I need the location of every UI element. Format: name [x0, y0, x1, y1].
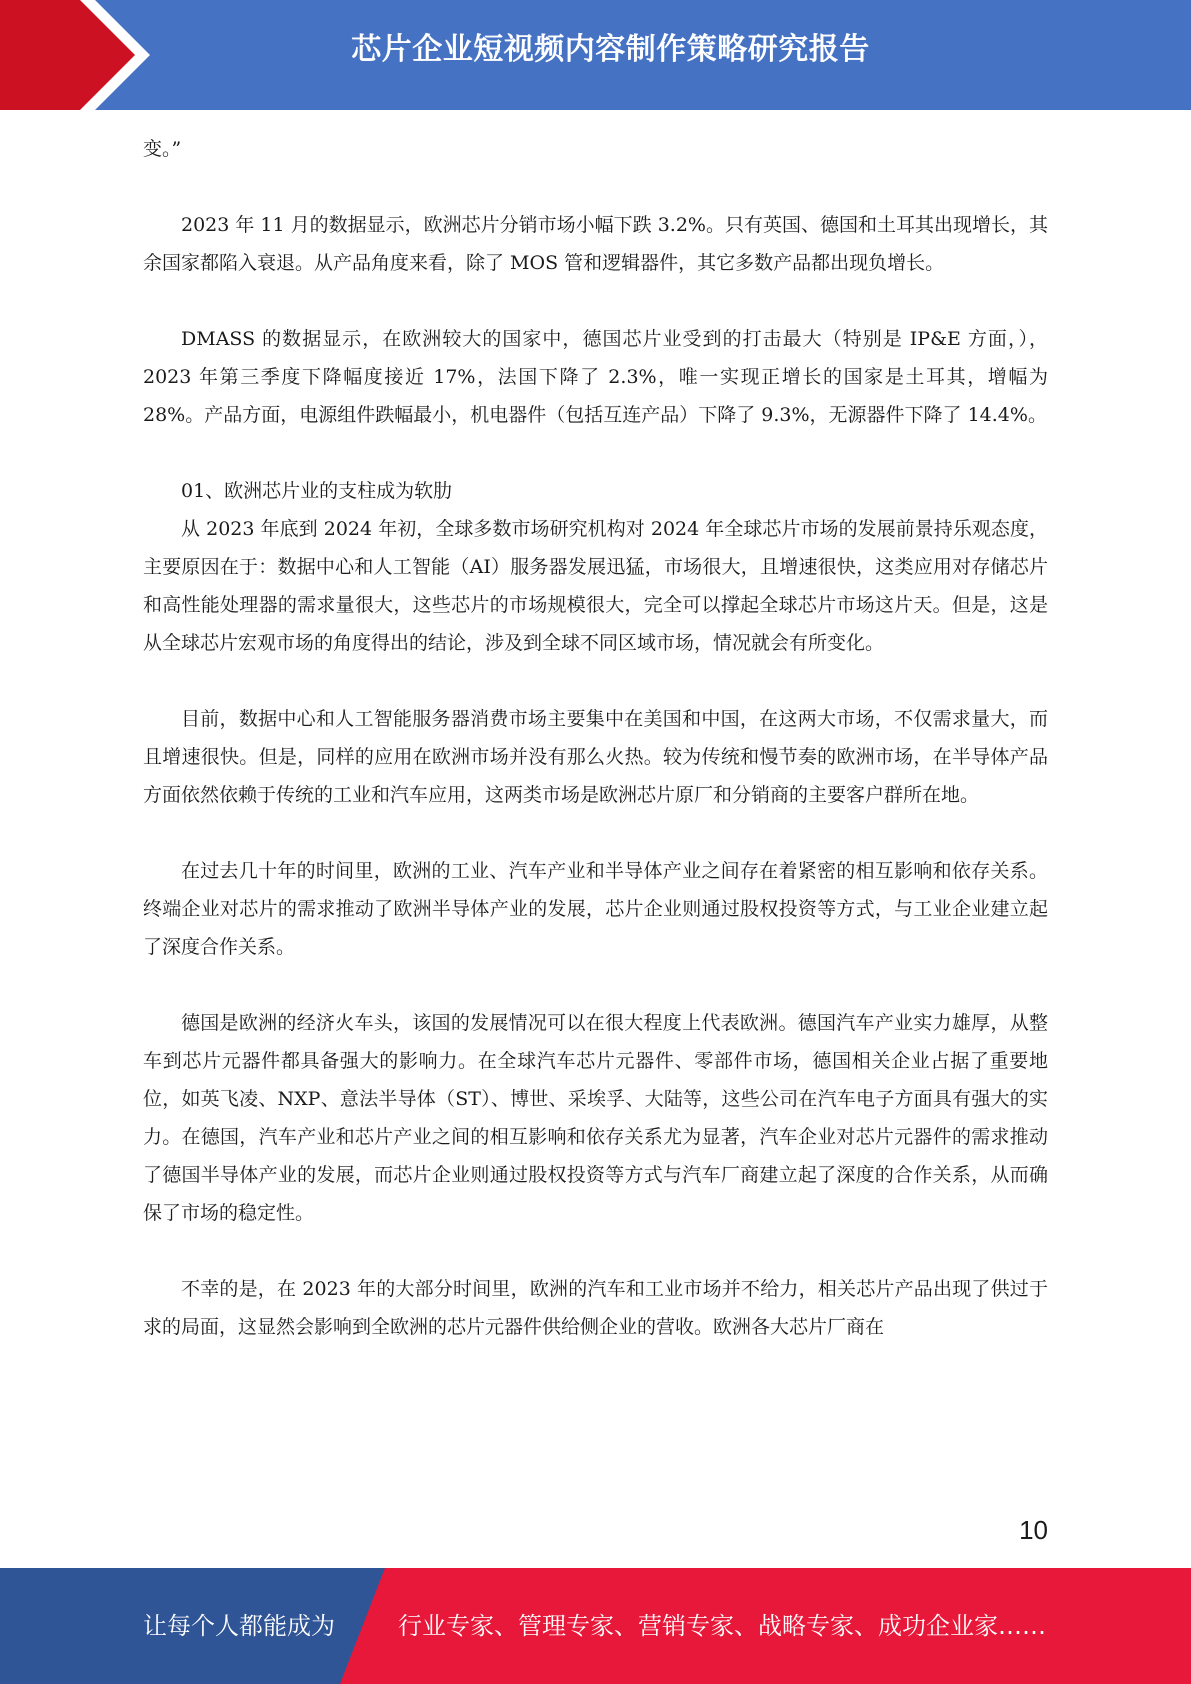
footer-slogan-right: 行业专家、管理专家、营销专家、战略专家、成功企业家…… [398, 1612, 1046, 1640]
body-paragraph: 2023 年 11 月的数据显示，欧洲芯片分销市场小幅下跌 3.2%。只有英国、德国和土耳其出现增长，其余国家都陷入衰退。从产品角度来看，除了 MOS 管和逻辑器件，其它多数产品都出现负增长。 [143, 214, 1048, 274]
body-paragraph: 不幸的是，在 2023 年的大部分时间里，欧洲的汽车和工业市场并不给力，相关芯片产品出现了供过于求的局面，这显然会影响到全欧洲的芯片元器件供给侧企业的营收。欧洲各大芯片厂商在 [143, 1278, 1048, 1338]
section-heading: 01、欧洲芯片业的支柱成为软肋 [181, 480, 453, 502]
body-paragraph: 德国是欧洲的经济火车头，该国的发展情况可以在很大程度上代表欧洲。德国汽车产业实力雄厚，从整车到芯片元器件都具备强大的影响力。在全球汽车芯片元器件、零部件市场，德国相关企业占据了重要地位，如英飞凌、NXP、意法半导体（ST）、博世、采埃孚、大陆等，这些公司在汽车电子方面具有强大的实力。在德国，汽车产业和芯片产业之间的相互影响和依存关系尤为显著，汽车企业对芯片元器件的需求推动了德国半导体产业的发展，而芯片企业则通过股权投资等方式与汽车厂商建立起了深度的合作关系，从而确保了市场的稳定性。 [143, 1012, 1048, 1224]
page-number: 10 [1019, 1515, 1048, 1545]
page-header [0, 0, 1191, 110]
body-paragraph: 从 2023 年底到 2024 年初，全球多数市场研究机构对 2024 年全球芯片市场的发展前景持乐观态度，主要原因在于：数据中心和人工智能（AI）服务器发展迅猛，市场很大，且增速很快，这类应用对存储芯片和高性能处理器的需求量很大，这些芯片的市场规模很大，完全可以撑起全球芯片市场这片天。但是，这是从全球芯片宏观市场的角度得出的结论，涉及到全球不同区域市场，情况就会有所变化。 [143, 518, 1048, 654]
body-paragraph: DMASS 的数据显示，在欧洲较大的国家中，德国芯片业受到的打击最大（特别是 IP&E 方面，），2023 年第三季度下降幅度接近 17%，法国下降了 2.3%，唯一实现正增长的国家是土耳其，增幅为 28%。产品方面，电源组件跌幅最小，机电器件（包括互连产品）下降了 9.3%，无源器件下降了 14.4%。 [143, 328, 1048, 426]
body-paragraph: 在过去几十年的时间里，欧洲的工业、汽车产业和半导体产业之间存在着紧密的相互影响和依存关系。终端企业对芯片的需求推动了欧洲半导体产业的发展，芯片企业则通过股权投资等方式，与工业企业建立起了深度合作关系。 [143, 860, 1048, 958]
body-paragraph: 变。” [143, 138, 182, 160]
page-footer [0, 1568, 1191, 1684]
document-body [143, 130, 1048, 1346]
footer-slogan-left: 让每个人都能成为 [143, 1612, 335, 1640]
body-paragraph: 目前，数据中心和人工智能服务器消费市场主要集中在美国和中国，在这两大市场，不仅需求量大，而且增速很快。但是，同样的应用在欧洲市场并没有那么火热。较为传统和慢节奏的欧洲市场，在半导体产品方面依然依赖于传统的工业和汽车应用，这两类市场是欧洲芯片原厂和分销商的主要客户群所在地。 [143, 708, 1048, 806]
header-title: 芯片企业短视频内容制作策略研究报告 [351, 32, 870, 67]
